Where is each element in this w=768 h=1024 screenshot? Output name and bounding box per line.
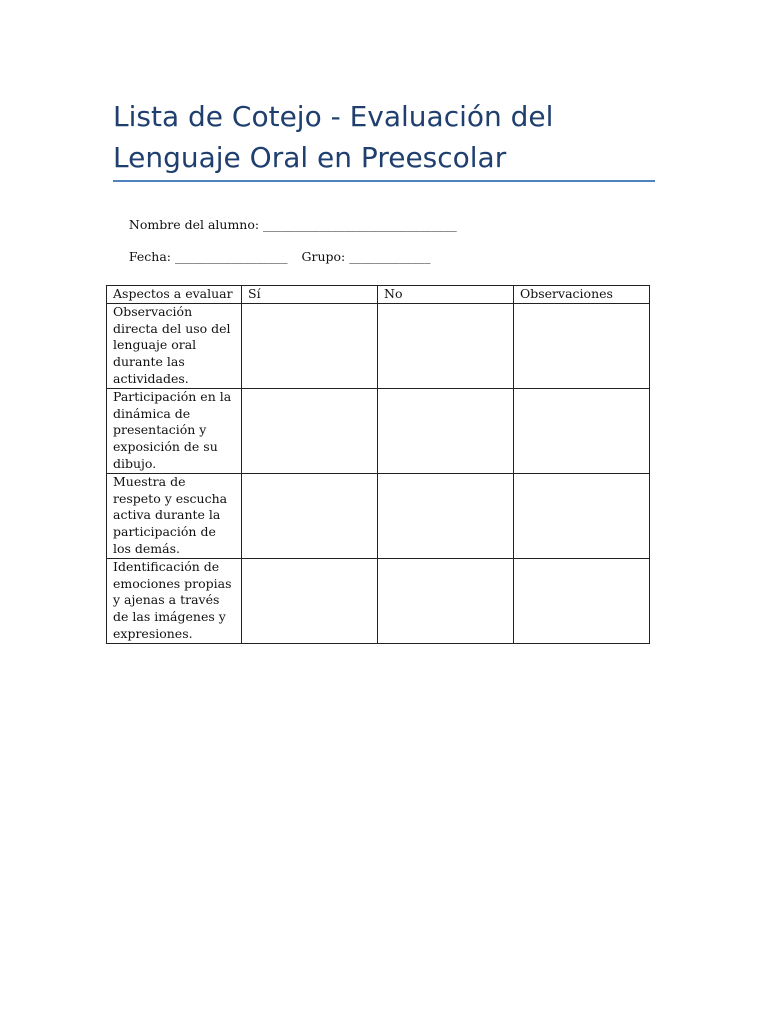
no-cell[interactable] (378, 473, 514, 558)
page-title (113, 96, 673, 178)
title-line-2: Lenguaje Oral en Preescolar (113, 141, 507, 174)
header-si: Sí (242, 286, 378, 304)
si-cell[interactable] (242, 303, 378, 388)
date-group-fields (113, 234, 430, 279)
observations-cell[interactable] (514, 473, 650, 558)
si-cell[interactable] (242, 473, 378, 558)
date-field: Fecha: __________________ (128, 249, 288, 264)
aspect-cell: Identificación de emociones propias y ajenas a través de las imágenes y expresiones. (107, 558, 242, 643)
table-row (107, 388, 650, 473)
header-aspects: Aspectos a evaluar (107, 286, 242, 304)
observations-cell[interactable] (514, 303, 650, 388)
group-field: Grupo: _____________ (301, 249, 431, 264)
si-cell[interactable] (242, 388, 378, 473)
checklist-table (106, 285, 650, 644)
title-divider (113, 180, 655, 182)
aspect-cell: Participación en la dinámica de presentación y exposición de su dibujo. (107, 388, 242, 473)
aspect-cell: Observación directa del uso del lenguaje oral durante las actividades. (107, 303, 242, 388)
header-no: No (378, 286, 514, 304)
table-row (107, 558, 650, 643)
aspect-cell: Muestra de respeto y escucha activa durante la participación de los demás. (107, 473, 242, 558)
si-cell[interactable] (242, 558, 378, 643)
no-cell[interactable] (378, 303, 514, 388)
no-cell[interactable] (378, 388, 514, 473)
title-line-1: Lista de Cotejo - Evaluación del (113, 100, 554, 133)
observations-cell[interactable] (514, 388, 650, 473)
observations-cell[interactable] (514, 558, 650, 643)
table-row (107, 473, 650, 558)
table-row (107, 303, 650, 388)
header-observations: Observaciones (514, 286, 650, 304)
student-name-label: Nombre del alumno: _______________________________ (128, 217, 457, 232)
no-cell[interactable] (378, 558, 514, 643)
table-header-row (107, 286, 650, 304)
